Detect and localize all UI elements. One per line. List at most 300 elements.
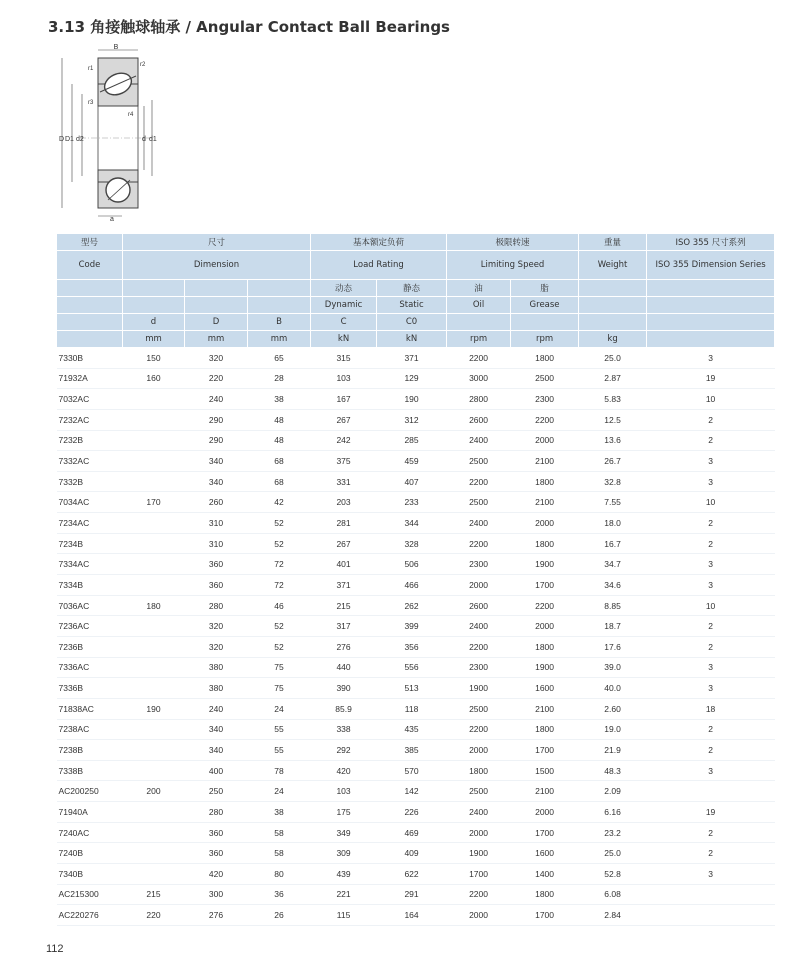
cell-C0: 285	[377, 430, 447, 451]
table-row	[57, 430, 775, 451]
header-grease-cn: 脂	[511, 280, 579, 297]
header-sym-D: D	[185, 314, 248, 331]
cell-code: 7336B	[57, 678, 123, 699]
cell-C0: 262	[377, 595, 447, 616]
cell-w: 52.8	[579, 864, 647, 885]
cell-C0: 435	[377, 719, 447, 740]
cell-d	[123, 533, 185, 554]
label-d2: d2	[76, 136, 84, 143]
cell-grease: 1700	[511, 740, 579, 761]
table-row	[57, 595, 775, 616]
header-unit-weight: kg	[579, 331, 647, 348]
cell-D: 290	[185, 409, 248, 430]
cell-D: 360	[185, 554, 248, 575]
cell-code: 7240B	[57, 843, 123, 864]
cell-oil: 2000	[447, 740, 511, 761]
cell-grease: 2000	[511, 430, 579, 451]
header-sym-d: d	[123, 314, 185, 331]
cell-C: 331	[311, 471, 377, 492]
table-row	[57, 451, 775, 472]
cell-D: 276	[185, 905, 248, 926]
page-title: 3.13 角接触球轴承 / Angular Contact Ball Bearings	[48, 18, 450, 36]
cell-C0: 356	[377, 636, 447, 657]
cell-D: 360	[185, 575, 248, 596]
cell-oil: 1800	[447, 760, 511, 781]
cell-C0: 226	[377, 802, 447, 823]
header-dim-en: Dimension	[123, 251, 311, 280]
page-number: 112	[46, 943, 64, 955]
cell-grease: 2100	[511, 781, 579, 802]
cell-C: 175	[311, 802, 377, 823]
cell-iso: 3	[647, 554, 775, 575]
cell-B: 78	[248, 760, 311, 781]
cell-d	[123, 616, 185, 637]
cell-C0: 129	[377, 368, 447, 389]
cell-code: 7036AC	[57, 595, 123, 616]
cell-d	[123, 678, 185, 699]
header-unit-D: mm	[185, 331, 248, 348]
table-row	[57, 781, 775, 802]
cell-B: 75	[248, 678, 311, 699]
cell-C0: 291	[377, 884, 447, 905]
cell-oil: 2300	[447, 554, 511, 575]
cell-iso	[647, 781, 775, 802]
table-row	[57, 409, 775, 430]
cell-d	[123, 636, 185, 657]
cell-iso: 2	[647, 533, 775, 554]
cell-iso: 10	[647, 389, 775, 410]
cell-C: 103	[311, 368, 377, 389]
cell-C: 440	[311, 657, 377, 678]
cell-B: 55	[248, 719, 311, 740]
header-sym-B: B	[248, 314, 311, 331]
cell-oil: 2200	[447, 719, 511, 740]
cell-grease: 1800	[511, 636, 579, 657]
cell-code: 7336AC	[57, 657, 123, 678]
cell-w: 40.0	[579, 678, 647, 699]
cell-C0: 506	[377, 554, 447, 575]
cell-w: 16.7	[579, 533, 647, 554]
bearing-diagram	[50, 44, 160, 222]
cell-B: 52	[248, 616, 311, 637]
cell-D: 360	[185, 843, 248, 864]
table-body	[57, 348, 775, 926]
cell-D: 310	[185, 533, 248, 554]
table-row	[57, 657, 775, 678]
cell-d	[123, 554, 185, 575]
label-a: a	[110, 216, 114, 222]
cell-B: 75	[248, 657, 311, 678]
cell-D: 380	[185, 678, 248, 699]
cell-C: 349	[311, 822, 377, 843]
cell-grease: 1500	[511, 760, 579, 781]
cell-C0: 622	[377, 864, 447, 885]
cell-d: 180	[123, 595, 185, 616]
cell-B: 55	[248, 740, 311, 761]
cell-w: 6.08	[579, 884, 647, 905]
cell-grease: 2300	[511, 389, 579, 410]
cell-code: AC220276	[57, 905, 123, 926]
label-r3: r3	[88, 100, 94, 106]
cell-C: 317	[311, 616, 377, 637]
cell-d: 160	[123, 368, 185, 389]
cell-code: 7240AC	[57, 822, 123, 843]
header-speed-cn: 极限转速	[447, 234, 579, 251]
cell-w: 34.6	[579, 575, 647, 596]
cell-C: 276	[311, 636, 377, 657]
cell-D: 300	[185, 884, 248, 905]
cell-C0: 409	[377, 843, 447, 864]
cell-oil: 2400	[447, 802, 511, 823]
table-row	[57, 471, 775, 492]
cell-w: 48.3	[579, 760, 647, 781]
table-row	[57, 533, 775, 554]
cell-iso	[647, 905, 775, 926]
cell-C: 281	[311, 513, 377, 534]
cell-C: 439	[311, 864, 377, 885]
cell-B: 36	[248, 884, 311, 905]
cell-B: 42	[248, 492, 311, 513]
cell-C: 375	[311, 451, 377, 472]
header-oil-cn: 油	[447, 280, 511, 297]
cell-D: 380	[185, 657, 248, 678]
cell-D: 240	[185, 698, 248, 719]
cell-w: 2.84	[579, 905, 647, 926]
header-dim-cn: 尺寸	[123, 234, 311, 251]
table-row	[57, 492, 775, 513]
table-row	[57, 368, 775, 389]
cell-code: 7338B	[57, 760, 123, 781]
cell-D: 400	[185, 760, 248, 781]
cell-B: 72	[248, 554, 311, 575]
cell-w: 2.60	[579, 698, 647, 719]
cell-B: 24	[248, 698, 311, 719]
table-row	[57, 843, 775, 864]
cell-code: 7234B	[57, 533, 123, 554]
label-D1: D1	[65, 136, 74, 143]
cell-d	[123, 575, 185, 596]
header-row-symbols	[57, 314, 775, 331]
cell-oil: 2500	[447, 698, 511, 719]
cell-grease: 1800	[511, 471, 579, 492]
header-sym-C0: C0	[377, 314, 447, 331]
cell-d	[123, 802, 185, 823]
label-r4: r4	[128, 112, 134, 118]
cell-C0: 459	[377, 451, 447, 472]
cell-B: 38	[248, 802, 311, 823]
table-row	[57, 636, 775, 657]
cell-D: 340	[185, 471, 248, 492]
cell-B: 48	[248, 430, 311, 451]
cell-D: 360	[185, 822, 248, 843]
cell-oil: 2500	[447, 781, 511, 802]
cell-B: 28	[248, 368, 311, 389]
cell-C: 401	[311, 554, 377, 575]
cell-oil: 2200	[447, 636, 511, 657]
cell-iso: 18	[647, 698, 775, 719]
label-D: D	[59, 136, 65, 143]
cell-C: 315	[311, 348, 377, 369]
cell-C0: 371	[377, 348, 447, 369]
cell-oil: 2400	[447, 430, 511, 451]
bearing-spec-table	[56, 233, 775, 926]
cell-C: 215	[311, 595, 377, 616]
cell-iso: 3	[647, 348, 775, 369]
cell-D: 310	[185, 513, 248, 534]
cell-D: 280	[185, 595, 248, 616]
cell-oil: 3000	[447, 368, 511, 389]
cell-oil: 1900	[447, 843, 511, 864]
cell-code: 7234AC	[57, 513, 123, 534]
cell-B: 72	[248, 575, 311, 596]
cell-oil: 2600	[447, 409, 511, 430]
cell-code: 7332B	[57, 471, 123, 492]
cell-oil: 1900	[447, 678, 511, 699]
cell-code: 7232AC	[57, 409, 123, 430]
cell-C: 85.9	[311, 698, 377, 719]
cell-code: 7332AC	[57, 451, 123, 472]
cell-D: 280	[185, 802, 248, 823]
cell-code: 7334B	[57, 575, 123, 596]
cell-oil: 2000	[447, 905, 511, 926]
cell-D: 340	[185, 740, 248, 761]
cell-code: 7236AC	[57, 616, 123, 637]
header-code-en: Code	[57, 251, 123, 280]
cell-C0: 344	[377, 513, 447, 534]
cell-D: 320	[185, 616, 248, 637]
cell-oil: 2800	[447, 389, 511, 410]
cell-oil: 2200	[447, 884, 511, 905]
cell-code: 7032AC	[57, 389, 123, 410]
cell-w: 5.83	[579, 389, 647, 410]
cell-w: 19.0	[579, 719, 647, 740]
cell-w: 26.7	[579, 451, 647, 472]
cell-B: 38	[248, 389, 311, 410]
table-row	[57, 513, 775, 534]
header-speed-en: Limiting Speed	[447, 251, 579, 280]
cell-D: 320	[185, 348, 248, 369]
header-stat-cn: 静态	[377, 280, 447, 297]
cell-w: 21.9	[579, 740, 647, 761]
cell-code: 71932A	[57, 368, 123, 389]
cell-D: 220	[185, 368, 248, 389]
cell-oil: 2500	[447, 492, 511, 513]
cell-w: 7.55	[579, 492, 647, 513]
cell-B: 58	[248, 822, 311, 843]
cell-oil: 2500	[447, 451, 511, 472]
cell-oil: 2600	[447, 595, 511, 616]
cell-d: 220	[123, 905, 185, 926]
cell-w: 2.87	[579, 368, 647, 389]
header-load-cn: 基本额定负荷	[311, 234, 447, 251]
cell-C: 267	[311, 533, 377, 554]
header-sym-C: C	[311, 314, 377, 331]
header-load-en: Load Rating	[311, 251, 447, 280]
header-weight-cn: 重量	[579, 234, 647, 251]
cell-grease: 2100	[511, 698, 579, 719]
cell-B: 52	[248, 533, 311, 554]
header-row-cn	[57, 234, 775, 251]
cell-d	[123, 657, 185, 678]
label-B: B	[113, 44, 119, 51]
cell-C0: 466	[377, 575, 447, 596]
cell-code: 7330B	[57, 348, 123, 369]
cell-grease: 1800	[511, 719, 579, 740]
cell-D: 420	[185, 864, 248, 885]
label-d: d	[142, 136, 146, 143]
table-row	[57, 884, 775, 905]
cell-B: 46	[248, 595, 311, 616]
cell-iso: 2	[647, 430, 775, 451]
cell-C: 103	[311, 781, 377, 802]
cell-grease: 1900	[511, 657, 579, 678]
header-oil-en: Oil	[447, 297, 511, 314]
cell-C: 203	[311, 492, 377, 513]
cell-iso: 2	[647, 409, 775, 430]
cell-B: 52	[248, 636, 311, 657]
cell-d: 215	[123, 884, 185, 905]
cell-w: 39.0	[579, 657, 647, 678]
header-iso-en: ISO 355 Dimension Series	[647, 251, 775, 280]
table-row	[57, 905, 775, 926]
cell-d: 150	[123, 348, 185, 369]
cell-d	[123, 471, 185, 492]
cell-C: 292	[311, 740, 377, 761]
cell-C: 420	[311, 760, 377, 781]
cell-B: 24	[248, 781, 311, 802]
cell-code: 7334AC	[57, 554, 123, 575]
cell-B: 26	[248, 905, 311, 926]
cell-oil: 1700	[447, 864, 511, 885]
header-dyn-cn: 动态	[311, 280, 377, 297]
header-grease-en: Grease	[511, 297, 579, 314]
header-row-sub-cn	[57, 280, 775, 297]
cell-oil: 2400	[447, 616, 511, 637]
cell-w: 34.7	[579, 554, 647, 575]
label-r2: r2	[140, 62, 146, 68]
cell-iso: 10	[647, 492, 775, 513]
table-row	[57, 348, 775, 369]
cell-code: 7232B	[57, 430, 123, 451]
cell-C0: 328	[377, 533, 447, 554]
cell-w: 25.0	[579, 348, 647, 369]
cell-D: 240	[185, 389, 248, 410]
cell-C0: 513	[377, 678, 447, 699]
cell-iso	[647, 884, 775, 905]
cell-w: 12.5	[579, 409, 647, 430]
cell-code: AC200250	[57, 781, 123, 802]
cell-code: AC215300	[57, 884, 123, 905]
cell-d	[123, 389, 185, 410]
cell-oil: 2300	[447, 657, 511, 678]
cell-oil: 2200	[447, 348, 511, 369]
cell-d	[123, 843, 185, 864]
cell-C0: 233	[377, 492, 447, 513]
cell-w: 8.85	[579, 595, 647, 616]
table-row	[57, 678, 775, 699]
cell-grease: 1800	[511, 533, 579, 554]
label-d1: d1	[149, 136, 157, 143]
header-unit-grease: rpm	[511, 331, 579, 348]
cell-code: 71940A	[57, 802, 123, 823]
cell-w: 2.09	[579, 781, 647, 802]
cell-w: 18.7	[579, 616, 647, 637]
cell-w: 6.16	[579, 802, 647, 823]
cell-C0: 190	[377, 389, 447, 410]
cell-grease: 1400	[511, 864, 579, 885]
cell-d: 170	[123, 492, 185, 513]
cell-w: 32.8	[579, 471, 647, 492]
table-row	[57, 575, 775, 596]
table-row	[57, 760, 775, 781]
cell-code: 7236B	[57, 636, 123, 657]
cell-code: 7034AC	[57, 492, 123, 513]
cell-iso: 3	[647, 760, 775, 781]
cell-B: 48	[248, 409, 311, 430]
cell-d	[123, 719, 185, 740]
cell-w: 17.6	[579, 636, 647, 657]
table-row	[57, 389, 775, 410]
cell-d	[123, 740, 185, 761]
cell-d	[123, 451, 185, 472]
cell-oil: 2200	[447, 471, 511, 492]
cell-grease: 2500	[511, 368, 579, 389]
cell-C: 167	[311, 389, 377, 410]
cell-grease: 1700	[511, 905, 579, 926]
cell-oil: 2000	[447, 575, 511, 596]
cell-d	[123, 513, 185, 534]
cell-grease: 1600	[511, 678, 579, 699]
cell-iso: 3	[647, 657, 775, 678]
cell-iso: 3	[647, 678, 775, 699]
header-stat-en: Static	[377, 297, 447, 314]
table-row	[57, 616, 775, 637]
cell-C: 267	[311, 409, 377, 430]
cell-C0: 407	[377, 471, 447, 492]
cell-w: 23.2	[579, 822, 647, 843]
cell-iso: 2	[647, 843, 775, 864]
cell-code: 7340B	[57, 864, 123, 885]
cell-C0: 142	[377, 781, 447, 802]
header-iso-cn: ISO 355 尺寸系列	[647, 234, 775, 251]
cell-w: 18.0	[579, 513, 647, 534]
cell-grease: 1700	[511, 575, 579, 596]
cell-grease: 1700	[511, 822, 579, 843]
cell-B: 65	[248, 348, 311, 369]
cell-grease: 2000	[511, 802, 579, 823]
cell-grease: 1800	[511, 884, 579, 905]
cell-iso: 2	[647, 513, 775, 534]
cell-oil: 2400	[447, 513, 511, 534]
cell-C0: 312	[377, 409, 447, 430]
cell-D: 250	[185, 781, 248, 802]
header-dyn-en: Dynamic	[311, 297, 377, 314]
table-row	[57, 740, 775, 761]
cell-B: 58	[248, 843, 311, 864]
header-unit-oil: rpm	[447, 331, 511, 348]
cell-d	[123, 430, 185, 451]
cell-grease: 2000	[511, 513, 579, 534]
cell-iso: 2	[647, 719, 775, 740]
cell-B: 80	[248, 864, 311, 885]
header-weight-en: Weight	[579, 251, 647, 280]
cell-d: 190	[123, 698, 185, 719]
cell-C: 221	[311, 884, 377, 905]
header-unit-C0: kN	[377, 331, 447, 348]
cell-C: 115	[311, 905, 377, 926]
cell-iso: 2	[647, 616, 775, 637]
cell-C: 371	[311, 575, 377, 596]
